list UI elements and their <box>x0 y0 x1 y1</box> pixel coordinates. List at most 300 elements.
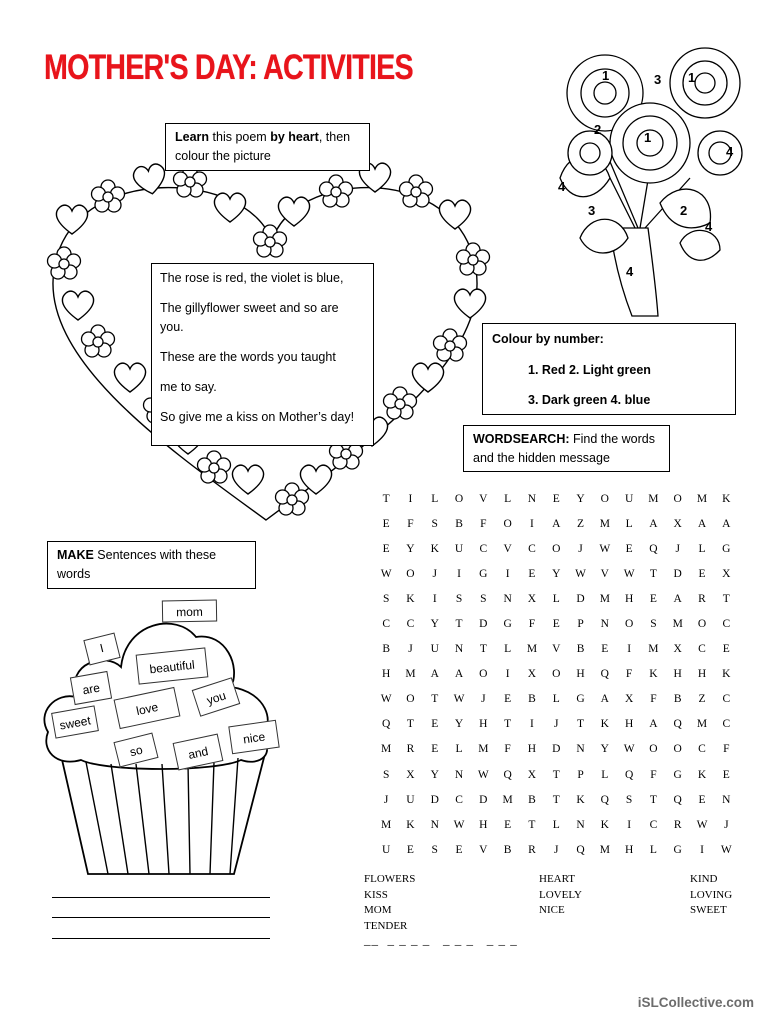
footer-watermark: iSLCollective.com <box>637 995 754 1010</box>
poem-box <box>151 263 374 446</box>
wordsearch-letter[interactable]: O <box>479 668 488 681</box>
wordsearch-letter[interactable]: E <box>455 843 463 856</box>
wordsearch-instruction-box <box>463 425 670 472</box>
wordsearch-letter[interactable]: A <box>552 517 561 530</box>
learn-text-1: this poem <box>209 130 271 144</box>
wordsearch-letter[interactable]: J <box>553 718 559 731</box>
wordsearch-letter[interactable]: G <box>673 768 682 781</box>
wordsearch-letter[interactable]: W <box>453 693 465 706</box>
wordsearch-letter[interactable]: C <box>479 542 488 555</box>
wordsearch-letter[interactable]: T <box>431 693 439 706</box>
word-card-you: you <box>192 677 241 717</box>
wordsearch-letter[interactable]: T <box>577 718 585 731</box>
make-sentences-box <box>47 541 256 589</box>
rose-num: 4 <box>626 264 634 279</box>
wordsearch-letter[interactable]: K <box>697 768 707 781</box>
wordsearch-letter[interactable]: E <box>382 517 390 530</box>
wordsearch-letter[interactable]: T <box>455 618 463 631</box>
wordsearch-letter[interactable]: T <box>722 592 730 605</box>
wordsearch-letter[interactable]: L <box>625 517 633 530</box>
wordsearch-letter[interactable]: D <box>430 793 439 806</box>
wordsearch-letter[interactable]: V <box>552 643 561 656</box>
wordsearch-letter[interactable]: S <box>625 793 633 806</box>
wordsearch-letter[interactable]: C <box>382 618 390 631</box>
wordsearch-text: Find the words and the hidden message <box>473 432 655 465</box>
wordsearch-letter[interactable]: Y <box>454 718 464 731</box>
rose-num: 3 <box>654 72 662 87</box>
wordsearch-letter[interactable]: V <box>479 843 488 856</box>
wordsearch-letter[interactable]: S <box>650 618 657 631</box>
colour-by-number-box <box>482 323 736 415</box>
wordsearch-letter[interactable]: E <box>722 643 730 656</box>
wordsearch-letter[interactable]: N <box>454 643 464 656</box>
wordsearch-letter[interactable]: R <box>528 843 536 856</box>
wordsearch-letter[interactable]: L <box>504 492 512 505</box>
wordsearch-letter[interactable]: S <box>431 517 438 530</box>
word-item: NICE <box>539 904 565 916</box>
wordsearch-row <box>374 637 740 662</box>
wordsearch-letter[interactable]: S <box>455 592 463 605</box>
wordsearch-letter[interactable]: N <box>576 743 585 756</box>
rose-num: 2 <box>680 203 688 218</box>
wordsearch-letter[interactable]: M <box>599 592 610 605</box>
wordsearch-letter[interactable]: E <box>601 643 609 656</box>
wordsearch-letter[interactable]: M <box>672 618 683 631</box>
wordsearch-letter[interactable]: A <box>649 718 658 731</box>
wordsearch-letter[interactable]: K <box>600 818 609 831</box>
wordsearch-letter[interactable]: Q <box>503 768 512 781</box>
word-item: TENDER <box>364 919 408 932</box>
wordsearch-letter[interactable]: T <box>479 643 487 656</box>
wordsearch-letter[interactable]: V <box>600 567 609 580</box>
wordsearch-letter[interactable]: W <box>623 567 635 580</box>
poem-line: These are the words you taught <box>160 350 336 364</box>
wordsearch-letter[interactable]: O <box>673 743 682 756</box>
word-card-are: are <box>70 671 112 705</box>
wordsearch-letter[interactable]: H <box>527 743 537 756</box>
wordsearch-letter[interactable]: B <box>528 793 536 806</box>
word-item: HEART <box>539 873 576 885</box>
wordsearch-row <box>374 687 740 712</box>
wordsearch-letter[interactable]: O <box>697 618 707 631</box>
word-card-sweet: sweet <box>51 705 99 738</box>
colour-line-2: 3. Dark green 4. blue <box>528 393 651 407</box>
wordsearch-letter[interactable]: H <box>624 843 634 856</box>
wordsearch-bold: WORDSEARCH: <box>473 432 570 446</box>
wordsearch-letter[interactable]: Q <box>600 668 609 681</box>
roses-bouquet-illustration <box>540 28 750 323</box>
wordsearch-letter[interactable]: T <box>406 718 414 731</box>
wordsearch-letter[interactable]: E <box>382 542 390 555</box>
wordsearch-letter[interactable]: X <box>406 768 415 781</box>
wordsearch-row <box>374 737 740 762</box>
wordsearch-letter[interactable]: Y <box>430 618 439 631</box>
wordsearch-letter[interactable]: M <box>405 668 416 681</box>
wordsearch-letter[interactable]: F <box>650 693 657 706</box>
wordsearch-letter[interactable]: M <box>478 743 489 756</box>
rose-num: 1 <box>688 70 696 85</box>
wordsearch-letter[interactable]: F <box>650 768 657 781</box>
wordsearch-letter[interactable]: E <box>722 768 730 781</box>
learn-instruction-box <box>165 123 370 171</box>
wordsearch-letter[interactable]: G <box>479 567 488 580</box>
wordsearch-letter[interactable]: W <box>380 567 392 580</box>
wordsearch-letter[interactable]: A <box>722 517 731 530</box>
wordsearch-letter[interactable]: K <box>600 718 609 731</box>
wordsearch-letter[interactable]: G <box>673 843 682 856</box>
wordsearch-letter[interactable]: J <box>578 542 583 555</box>
wordsearch-letter[interactable]: Y <box>600 743 609 756</box>
wordsearch-letter[interactable]: W <box>477 768 489 781</box>
wordsearch-letter[interactable]: K <box>406 818 415 831</box>
wordsearch-letter[interactable]: O <box>406 567 415 580</box>
wordsearch-row <box>374 536 740 561</box>
wordsearch-letter[interactable]: P <box>577 618 584 631</box>
wordsearch-letter[interactable]: N <box>600 618 609 631</box>
wordsearch-letter[interactable]: T <box>504 718 512 731</box>
wordsearch-letter[interactable]: W <box>575 567 586 580</box>
word-item: SWEET <box>690 904 727 916</box>
wordsearch-letter[interactable]: M <box>599 843 610 856</box>
writing-line <box>52 917 270 918</box>
wordsearch-letter[interactable]: S <box>480 592 487 605</box>
wordsearch-letter[interactable]: M <box>526 643 538 656</box>
wordsearch-letter[interactable]: Y <box>406 542 415 555</box>
wordsearch-letter[interactable]: N <box>503 592 512 605</box>
wordsearch-letter[interactable]: E <box>504 818 512 831</box>
wordsearch-letter[interactable]: C <box>406 618 415 631</box>
wordsearch-letter[interactable]: H <box>479 718 488 731</box>
wordsearch-letter[interactable]: E <box>698 567 706 580</box>
wordsearch-letter[interactable]: F <box>504 743 511 756</box>
wordsearch-letter[interactable]: T <box>552 793 560 806</box>
wordsearch-letter[interactable]: L <box>649 843 657 856</box>
wordsearch-row <box>374 662 740 687</box>
wordsearch-letter[interactable]: A <box>454 668 464 681</box>
wordsearch-letter[interactable]: J <box>553 843 559 856</box>
wordsearch-letter[interactable]: R <box>406 743 415 756</box>
wordsearch-letter[interactable]: O <box>552 542 561 555</box>
wordsearch-letter[interactable]: Q <box>576 843 585 856</box>
colour-line-1: 1. Red 2. Light green <box>528 363 651 377</box>
wordsearch-letter[interactable]: I <box>432 592 437 605</box>
word-item: KISS <box>364 888 388 901</box>
wordsearch-letter[interactable]: X <box>527 668 537 681</box>
wordsearch-letter[interactable]: L <box>552 693 560 706</box>
wordsearch-letter[interactable]: C <box>698 743 706 756</box>
rose-num: 3 <box>588 203 596 218</box>
poem-line: The gillyflower sweet and so are you. <box>160 301 339 334</box>
rose-num: 4 <box>558 179 566 194</box>
word-card-mom: mom <box>162 600 217 623</box>
wordsearch-letter[interactable]: U <box>624 492 634 505</box>
wordsearch-row <box>374 486 740 511</box>
wordsearch-letter[interactable]: H <box>576 668 585 681</box>
wordsearch-letter[interactable]: C <box>722 618 731 631</box>
wordsearch-letter[interactable]: U <box>406 793 415 806</box>
wordsearch-letter[interactable]: D <box>576 592 585 605</box>
wordsearch-letter[interactable]: G <box>576 693 585 706</box>
wordsearch-letter[interactable]: Y <box>576 492 585 505</box>
wordsearch-row <box>374 511 740 536</box>
wordsearch-letter[interactable]: J <box>432 567 437 580</box>
wordsearch-letter[interactable]: W <box>599 542 611 555</box>
word-item: LOVELY <box>539 888 582 901</box>
wordsearch-letter[interactable]: X <box>527 768 537 781</box>
wordsearch-row <box>374 812 740 837</box>
wordsearch-letter[interactable]: D <box>673 567 682 580</box>
wordsearch-row <box>374 586 740 611</box>
wordsearch-letter[interactable]: F <box>723 743 730 756</box>
word-card-love: love <box>114 687 181 729</box>
wordsearch-letter[interactable]: M <box>381 743 392 756</box>
wordsearch-letter[interactable]: O <box>552 668 561 681</box>
wordsearch-letter[interactable]: I <box>700 843 704 856</box>
wordsearch-letter[interactable]: I <box>408 492 413 505</box>
wordsearch-letter[interactable]: N <box>722 793 731 806</box>
wordsearch-letter[interactable]: I <box>457 567 461 580</box>
word-item: MOM <box>364 904 392 916</box>
word-item: LOVING <box>690 888 733 901</box>
wordsearch-letter[interactable]: A <box>430 668 439 681</box>
wordsearch-letter[interactable]: D <box>479 793 488 806</box>
wordsearch-letter[interactable]: V <box>479 492 488 505</box>
wordsearch-letter[interactable]: C <box>722 718 731 731</box>
wordsearch-letter[interactable]: M <box>599 517 610 530</box>
learn-bold-2: by heart <box>270 130 319 144</box>
wordsearch-letter[interactable]: H <box>624 592 634 605</box>
learn-bold: Learn <box>175 130 210 144</box>
hidden-message-blanks: __ _ _ _ _ _ _ _ _ _ _ <box>364 932 518 947</box>
wordsearch-letter[interactable]: K <box>722 668 731 681</box>
wordsearch-letter[interactable]: A <box>697 517 707 530</box>
wordsearch-letter[interactable]: X <box>673 643 682 656</box>
wordsearch-letter[interactable]: U <box>454 542 464 555</box>
word-card-so: so <box>113 733 158 768</box>
wordsearch-row <box>374 712 740 737</box>
wordsearch-letter[interactable]: Q <box>624 768 634 781</box>
wordsearch-letter[interactable]: M <box>381 818 392 831</box>
rose-num: 4 <box>705 219 713 234</box>
wordlist-column-1 <box>364 872 415 934</box>
wordsearch-letter[interactable]: R <box>698 592 706 605</box>
wordsearch-letter[interactable]: C <box>722 693 731 706</box>
wordsearch-letter[interactable]: E <box>552 618 560 631</box>
wordsearch-letter[interactable]: Z <box>577 517 585 530</box>
wordsearch-letter[interactable]: H <box>624 718 634 731</box>
wordsearch-row <box>374 837 740 862</box>
wordsearch-letter[interactable]: Q <box>673 793 682 806</box>
wordsearch-letter[interactable]: A <box>600 693 609 706</box>
wordsearch-letter[interactable]: H <box>697 668 707 681</box>
wordsearch-letter[interactable]: X <box>673 517 682 530</box>
wordsearch-row <box>374 561 740 586</box>
wordsearch-letter[interactable]: O <box>649 743 658 756</box>
wordsearch-letter[interactable]: B <box>528 693 536 706</box>
wordsearch-letter[interactable]: Q <box>673 718 682 731</box>
wordsearch-letter[interactable]: B <box>382 643 390 656</box>
wordsearch-letter[interactable]: F <box>480 517 487 530</box>
poem-line: The rose is red, the violet is blue, <box>160 271 344 285</box>
wordsearch-letter[interactable]: T <box>528 818 536 831</box>
make-text: Sentences with these words <box>57 548 217 581</box>
wordsearch-letter[interactable]: M <box>502 793 513 806</box>
wordsearch-letter[interactable]: O <box>503 517 512 530</box>
wordsearch-letter[interactable]: B <box>576 643 585 656</box>
wordsearch-letter[interactable]: O <box>673 492 682 505</box>
wordsearch-letter[interactable]: N <box>576 818 585 831</box>
wordsearch-letter[interactable]: H <box>673 668 682 681</box>
wordsearch-letter[interactable]: C <box>698 643 706 656</box>
wordsearch-letter[interactable]: E <box>528 567 536 580</box>
wordsearch-letter[interactable]: B <box>503 843 512 856</box>
wordsearch-grid <box>374 486 740 862</box>
wordsearch-letter[interactable]: O <box>600 492 609 505</box>
wordsearch-letter[interactable]: F <box>528 618 536 631</box>
wordlist-column-3 <box>690 872 732 919</box>
rose-num: 1 <box>644 130 652 145</box>
wordsearch-letter[interactable]: K <box>406 592 415 605</box>
wordsearch-letter[interactable]: K <box>576 793 585 806</box>
wordsearch-letter[interactable]: E <box>431 743 439 756</box>
word-item: FLOWERS <box>364 873 416 885</box>
wordsearch-letter[interactable]: E <box>625 542 633 555</box>
poem-line: So give me a kiss on Mother’s day! <box>160 410 355 424</box>
wordsearch-letter[interactable]: R <box>673 818 682 831</box>
wordsearch-letter[interactable]: M <box>696 492 708 505</box>
wordsearch-letter[interactable]: E <box>504 693 512 706</box>
wordsearch-letter[interactable]: K <box>430 542 439 555</box>
word-card-and: and <box>173 734 224 771</box>
wordsearch-letter[interactable]: E <box>649 592 657 605</box>
wordsearch-letter[interactable]: L <box>698 542 706 555</box>
writing-line <box>52 938 270 939</box>
wordsearch-letter[interactable]: G <box>722 542 731 555</box>
wordsearch-letter[interactable]: T <box>552 768 560 781</box>
wordsearch-letter[interactable]: W <box>380 693 392 706</box>
wordsearch-letter[interactable]: F <box>625 668 633 681</box>
wordsearch-letter[interactable]: Q <box>649 542 658 555</box>
wordsearch-letter[interactable]: M <box>648 643 659 656</box>
wordsearch-letter[interactable]: W <box>720 843 732 856</box>
rose-num: 4 <box>726 144 734 159</box>
poem-line: me to say. <box>160 380 217 394</box>
wordsearch-letter[interactable]: O <box>406 693 415 706</box>
word-item: KIND <box>690 873 718 885</box>
wordsearch-letter[interactable]: D <box>552 743 561 756</box>
colour-box-title: Colour by number: <box>492 332 604 346</box>
wordsearch-letter[interactable]: I <box>505 668 510 681</box>
wordsearch-letter[interactable]: J <box>408 643 413 656</box>
wordsearch-letter[interactable]: L <box>455 743 463 756</box>
wordsearch-letter[interactable]: W <box>696 818 708 831</box>
wordsearch-letter[interactable]: S <box>382 768 390 781</box>
rose-num: 1 <box>602 68 610 83</box>
wordsearch-letter[interactable]: X <box>722 567 731 580</box>
wordsearch-letter[interactable]: N <box>430 818 439 831</box>
wordsearch-row <box>374 611 740 636</box>
wordsearch-letter[interactable]: Q <box>381 718 391 731</box>
wordsearch-letter[interactable]: J <box>383 793 389 806</box>
wordsearch-letter[interactable]: O <box>624 618 634 631</box>
wordsearch-letter[interactable]: A <box>649 517 658 530</box>
wordsearch-letter[interactable]: W <box>623 743 635 756</box>
wordsearch-letter[interactable]: K <box>722 492 731 505</box>
wordsearch-letter[interactable]: L <box>601 768 609 781</box>
wordsearch-letter[interactable]: H <box>381 668 391 681</box>
wordsearch-letter[interactable]: B <box>673 693 682 706</box>
word-card-beautiful: beautiful <box>136 647 209 684</box>
wordsearch-letter[interactable]: E <box>431 718 439 731</box>
wordsearch-letter[interactable]: E <box>552 492 560 505</box>
wordsearch-letter[interactable]: H <box>479 818 488 831</box>
wordsearch-letter[interactable]: X <box>527 592 537 605</box>
wordsearch-letter[interactable]: J <box>675 542 680 555</box>
wordsearch-letter[interactable]: I <box>530 718 534 731</box>
wordsearch-letter[interactable]: T <box>649 567 657 580</box>
wordsearch-letter[interactable]: X <box>624 693 634 706</box>
wordsearch-letter[interactable]: B <box>455 517 463 530</box>
wordsearch-letter[interactable]: G <box>503 618 512 631</box>
wordsearch-letter[interactable]: W <box>453 818 465 831</box>
wordsearch-letter[interactable]: M <box>696 718 708 731</box>
wordsearch-letter[interactable]: U <box>381 843 391 856</box>
wordsearch-letter[interactable]: T <box>382 492 390 505</box>
wordsearch-letter[interactable]: L <box>504 643 512 656</box>
wordsearch-letter[interactable]: Y <box>552 567 561 580</box>
wordsearch-letter[interactable]: C <box>528 542 536 555</box>
word-card-nice: nice <box>228 720 279 754</box>
writing-line <box>52 897 270 898</box>
wordsearch-letter[interactable]: E <box>406 843 414 856</box>
wordsearch-letter[interactable]: E <box>698 793 706 806</box>
wordsearch-letter[interactable]: O <box>454 492 464 505</box>
wordsearch-letter[interactable]: J <box>724 818 729 831</box>
wordsearch-letter[interactable]: I <box>627 643 632 656</box>
wordsearch-letter[interactable]: N <box>454 768 464 781</box>
wordsearch-letter[interactable]: V <box>503 542 512 555</box>
wordsearch-letter[interactable]: I <box>627 818 632 831</box>
learn-text-2: , then colour the picture <box>175 130 351 163</box>
wordsearch-letter[interactable]: L <box>431 492 439 505</box>
wordsearch-letter[interactable]: N <box>527 492 537 505</box>
wordsearch-letter[interactable]: C <box>455 793 463 806</box>
wordsearch-letter[interactable]: I <box>530 517 534 530</box>
wordsearch-letter[interactable]: L <box>552 592 560 605</box>
wordsearch-letter[interactable]: S <box>382 592 390 605</box>
wordsearch-row <box>374 762 740 787</box>
wordsearch-letter[interactable]: Y <box>430 768 439 781</box>
wordsearch-letter[interactable]: L <box>552 818 560 831</box>
wordsearch-letter[interactable]: C <box>649 818 658 831</box>
wordsearch-letter[interactable]: Q <box>600 793 609 806</box>
wordsearch-letter[interactable]: I <box>505 567 510 580</box>
wordsearch-letter[interactable]: K <box>649 668 658 681</box>
wordsearch-letter[interactable]: J <box>481 693 486 706</box>
wordsearch-letter[interactable]: Z <box>698 693 706 706</box>
wordsearch-row <box>374 787 740 812</box>
wordsearch-letter[interactable]: S <box>431 843 438 856</box>
wordsearch-letter[interactable]: A <box>673 592 682 605</box>
wordsearch-letter[interactable]: D <box>479 618 488 631</box>
wordsearch-letter[interactable]: T <box>649 793 657 806</box>
wordsearch-letter[interactable]: P <box>577 768 584 781</box>
wordsearch-letter[interactable]: U <box>430 643 439 656</box>
wordsearch-letter[interactable]: M <box>648 492 659 505</box>
wordsearch-letter[interactable]: F <box>407 517 414 530</box>
wordlist-column-2 <box>539 872 582 919</box>
page-title: MOTHER'S DAY: ACTIVITIES <box>44 48 413 87</box>
